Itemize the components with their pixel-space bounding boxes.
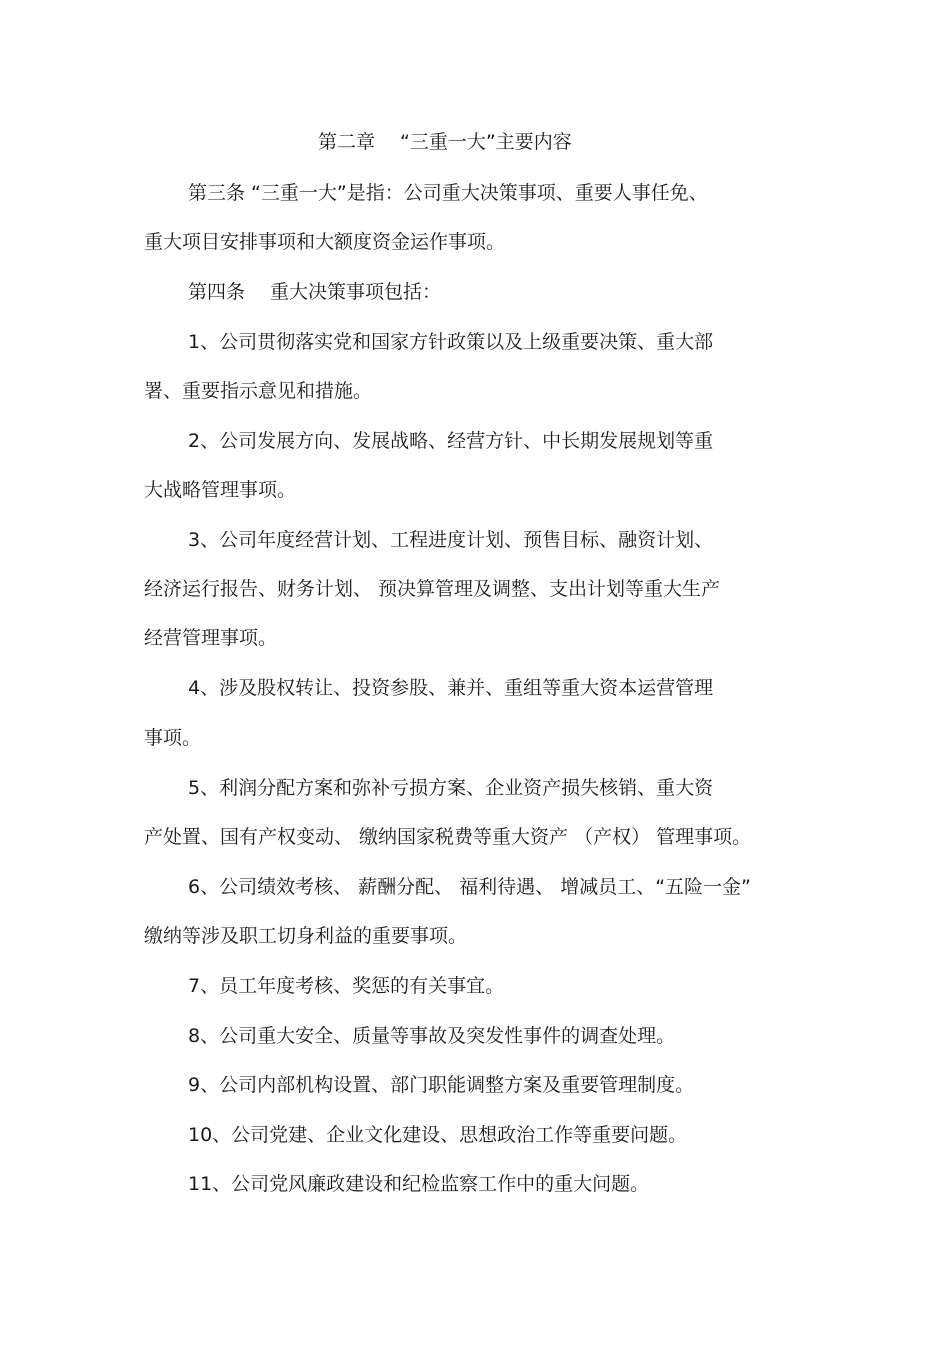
item-1-line-1: 1、公司贯彻落实党和国家方针政策以及上级重要决策、重大部 [188,331,714,353]
item-8: 8、公司重大安全、质量等事故及突发性事件的调查处理。 [188,1025,676,1047]
item-7: 7、员工年度考核、奖惩的有关事宜。 [188,975,505,997]
item-3-line-3: 经营管理事项。 [144,627,278,649]
item-5-line-2: 产处置、国有产权变动、 缴纳国家税费等重大资产 （产权） 管理事项。 [144,826,752,848]
item-11: 11、公司党风廉政建设和纪检监察工作中的重大问题。 [188,1173,650,1195]
item-2-line-1: 2、公司发展方向、发展战略、经营方针、中长期发展规划等重 [188,430,714,452]
item-3-line-2: 经济运行报告、财务计划、 预决算管理及调整、支出计划等重大生产 [144,578,721,600]
item-9: 9、公司内部机构设置、部门职能调整方案及重要管理制度。 [188,1074,695,1096]
item-4-line-1: 4、涉及股权转让、投资参股、兼并、重组等重大资本运营管理 [188,677,714,699]
item-1-line-2: 署、重要指示意见和措施。 [144,380,373,402]
item-10: 10、公司党建、企业文化建设、思想政治工作等重要问题。 [188,1124,688,1146]
item-5-line-1: 5、利润分配方案和弥补亏损方案、企业资产损失核销、重大资 [188,777,714,799]
article-3-line-2: 重大项目安排事项和大额度资金运作事项。 [144,231,506,253]
chapter-title: 第二章 “三重一大”主要内容 [318,131,572,153]
article-3-line-1: 第三条 “三重一大”是指：公司重大决策事项、重要人事任免、 [188,182,708,204]
item-4-line-2: 事项。 [144,727,202,749]
item-6-line-1: 6、公司绩效考核、 薪酬分配、 福利待遇、 增减员工、“五险一金” [188,876,751,898]
item-6-line-2: 缴纳等涉及职工切身利益的重要事项。 [144,925,468,947]
article-4-heading: 第四条 重大决策事项包括： [188,281,442,303]
item-3-line-1: 3、公司年度经营计划、工程进度计划、预售目标、融资计划、 [188,529,714,551]
item-2-line-2: 大战略管理事项。 [144,479,297,501]
